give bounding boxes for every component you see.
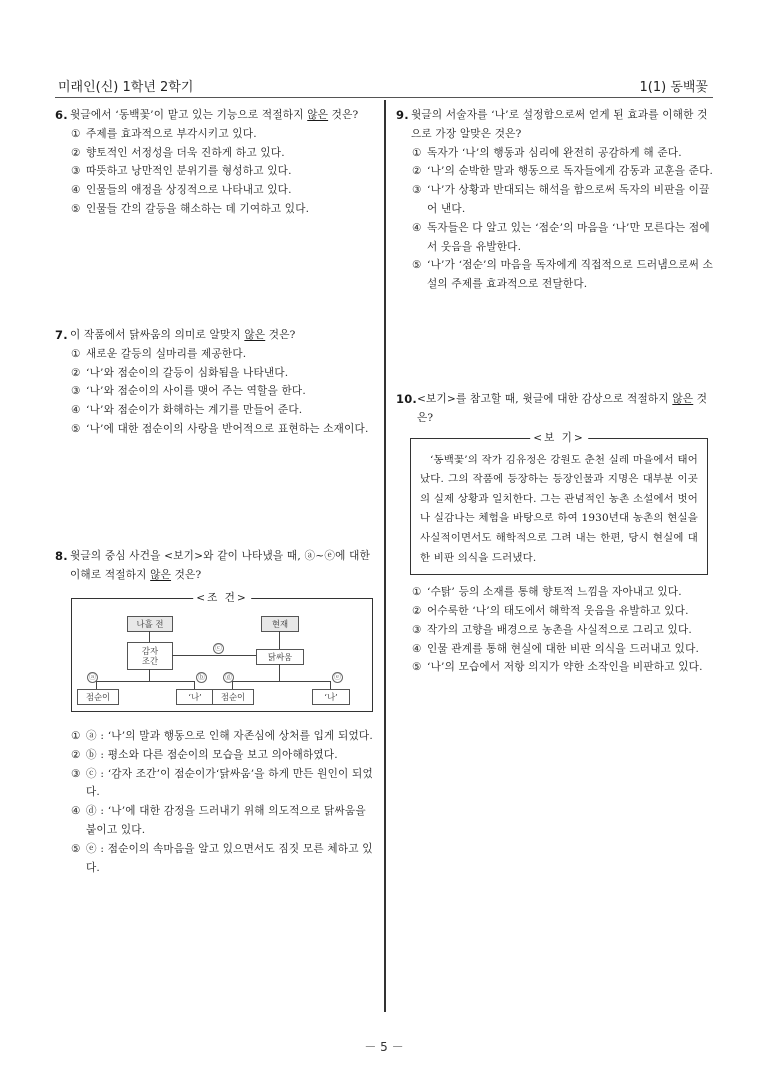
label-c: ⓒ xyxy=(215,644,222,652)
node-jeomsuni-present: 점순이 xyxy=(212,689,254,705)
question-6 xyxy=(55,106,375,219)
answer-option[interactable]: ③ ‘나’가 상황과 반대되는 해석을 함으로써 독자의 비판을 이끌어 낸다. xyxy=(412,184,710,215)
connector-line xyxy=(279,664,280,681)
answer-option[interactable]: ① 독자가 ‘나’의 행동과 심리에 완전히 공감하게 해 준다. xyxy=(412,146,682,159)
past-time-box: 나흘 전 xyxy=(127,616,173,632)
question-stem: 이 작품에서 닭싸움의 의미로 알맞지 않은 것은? xyxy=(70,329,296,341)
answer-option[interactable]: ③ ⓒ : ‘감자 조간’이 점순이가‘닭싸움’을 하게 만든 원인이 되었다. xyxy=(71,767,373,799)
answer-option[interactable]: ① ⓐ : ‘나’의 말과 행동으로 인해 자존심에 상처를 입게 되었다. xyxy=(71,730,373,742)
answer-option[interactable]: ④ 인물 관계를 통해 현실에 대한 비판 의식을 드러내고 있다. xyxy=(412,642,700,655)
node-jeomsuni-past: 점순이 xyxy=(77,689,119,705)
label-e: ⓔ xyxy=(334,673,341,681)
question-number: 9. xyxy=(396,108,409,122)
answer-option[interactable]: ③ 따뜻하고 낭만적인 분위기를 형성하고 있다. xyxy=(71,165,292,178)
answer-option[interactable]: ② ‘나’와 점순이의 갈등이 심화됨을 나타낸다. xyxy=(71,366,289,379)
question-9 xyxy=(396,106,716,294)
column-divider xyxy=(384,100,386,1012)
answer-option[interactable]: ④ ⓓ : ‘나’에 대한 감정을 드러내기 위해 의도적으로 닭싸움을 붙이고 있다. xyxy=(71,805,366,836)
label-d: ⓓ xyxy=(225,673,232,681)
question-10 xyxy=(396,390,716,677)
present-time-box: 현재 xyxy=(261,616,299,632)
connector-line xyxy=(96,681,194,682)
connector-line xyxy=(149,631,150,642)
answer-option[interactable]: ④ ‘나’와 점순이가 화해하는 계기를 만들어 준다. xyxy=(71,404,303,417)
label-a: ⓐ xyxy=(89,673,96,681)
past-event-box: 감자 조간 xyxy=(127,642,173,670)
answer-option[interactable]: ⑤ 인물들 간의 갈등을 해소하는 데 기여하고 있다. xyxy=(71,202,310,215)
answer-option[interactable]: ⑤ ‘나’가 ‘점순’의 마음을 독자에게 직접적으로 드러냄으로써 소설의 주제를 효과적으로 전달한다. xyxy=(412,259,714,291)
event-diagram xyxy=(71,592,373,712)
underlined-word: 않은 xyxy=(244,329,266,341)
answer-option[interactable]: ① 새로운 갈등의 실마리를 제공한다. xyxy=(71,347,247,360)
connector-line xyxy=(232,681,330,682)
underlined-word: 않은 xyxy=(672,393,694,405)
question-number: 6. xyxy=(55,108,68,122)
answer-option[interactable]: ⑤ ‘나’의 모습에서 저항 의지가 약한 소작인을 비판하고 있다. xyxy=(412,661,703,674)
question-number: 8. xyxy=(55,549,68,563)
node-na-past: ‘나’ xyxy=(176,689,214,705)
question-7 xyxy=(55,326,375,439)
question-8 xyxy=(55,547,375,585)
connector-line xyxy=(172,655,256,656)
answer-option[interactable]: ③ ‘나’와 점순이의 사이를 맺어 주는 역할을 한다. xyxy=(71,385,306,398)
connector-line xyxy=(279,631,280,649)
answer-option[interactable]: ② ‘나’의 순박한 말과 행동으로 독자들에게 감동과 교훈을 준다. xyxy=(412,165,714,178)
label-b: ⓑ xyxy=(198,673,205,681)
answer-option[interactable]: ④ 독자들은 다 알고 있는 ‘점순’의 마음을 ‘나’만 모른다는 점에서 웃음을 유발한다. xyxy=(412,221,710,253)
connector-line xyxy=(194,681,195,689)
answer-option[interactable]: ② ⓑ : 평소와 다른 점순이의 모습을 보고 의아해하였다. xyxy=(71,748,338,761)
connector-line xyxy=(149,669,150,681)
answer-option[interactable]: ⑤ ‘나’에 대한 점순이의 사랑을 반어적으로 표현하는 소재이다. xyxy=(71,422,369,435)
bogi-title: <보 기> xyxy=(530,430,588,446)
page-number: － 5 － xyxy=(364,1040,404,1054)
header-rule xyxy=(55,97,713,98)
connector-line xyxy=(232,681,233,689)
question-stem: 윗글의 서술자를 ‘나’로 설정함으로써 얻게 된 효과를 이해한 것으로 가장 알맞은 것은? xyxy=(411,109,708,140)
question-8-options xyxy=(55,727,375,877)
question-stem: <보기>를 참고할 때, 윗글에 대한 감상으로 적절하지 않은 것은? xyxy=(416,393,708,424)
underlined-word: 않은 xyxy=(150,568,172,581)
answer-option[interactable]: ① 주제를 효과적으로 부각시키고 있다. xyxy=(71,127,257,140)
answer-option[interactable]: ⑤ ⓔ : 점순이의 속마음을 알고 있으면서도 짐짓 모른 체하고 있다. xyxy=(71,842,373,874)
header-course-title: 미래인(신) 1학년 2학기 xyxy=(58,80,194,95)
underlined-word: 않은 xyxy=(307,109,329,121)
bogi-text: ‘동백꽃’의 작가 김유정은 강원도 춘천 실레 마을에서 태어났다. 그의 작품에 등장하는 등장인물과 지명은 대부분 이곳의 실제 상황과 일치한다. 그는 관념적인 농촌 소설에서 벗어나 실감나는 체험을 바탕으로 하여 1930년대 농촌의 현실을 사실적이면서도 해학적으로 그려 내는 한편, 당시 현실에 대한 비판 의식을 드러냈다. xyxy=(420,453,698,564)
question-number: 10. xyxy=(396,392,417,406)
answer-option[interactable]: ② 향토적인 서정성을 더욱 진하게 하고 있다. xyxy=(71,146,285,159)
answer-option[interactable]: ① ‘수탉’ 등의 소재를 통해 향토적 느낌을 자아내고 있다. xyxy=(412,586,682,599)
question-stem: 윗글의 중심 사건을 <보기>와 같이 나타냈을 때, ⓐ~ⓔ에 대한 이해로 적절하지 않은 것은? xyxy=(70,550,371,581)
present-event-box: 닭싸움 xyxy=(256,649,304,665)
connector-line xyxy=(330,681,331,689)
bogi-box xyxy=(410,431,708,576)
answer-option[interactable]: ② 어수룩한 ‘나’의 태도에서 해학적 웃음을 유발하고 있다. xyxy=(412,604,689,617)
answer-option[interactable]: ④ 인물들의 애정을 상징적으로 나타내고 있다. xyxy=(71,184,292,197)
node-na-present: ‘나’ xyxy=(312,689,350,705)
answer-option[interactable]: ③ 작가의 고향을 배경으로 농촌을 사실적으로 그리고 있다. xyxy=(412,623,692,636)
question-number: 7. xyxy=(55,328,68,342)
header-unit-title: 1(1) 동백꽃 xyxy=(639,80,708,95)
diagram-title: <조 건> xyxy=(193,590,251,606)
question-stem: 윗글에서 ‘동백꽃’이 맡고 있는 기능으로 적절하지 않은 것은? xyxy=(70,109,359,121)
connector-line xyxy=(96,681,97,689)
